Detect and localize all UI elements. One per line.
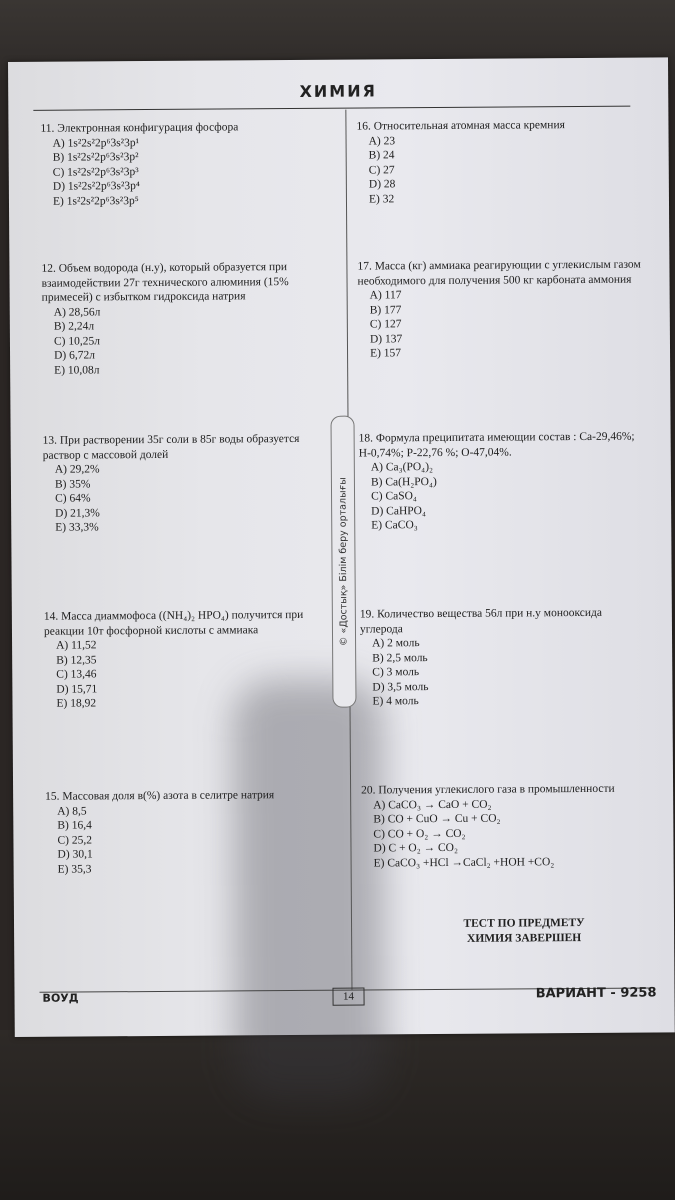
page-title: ХИМИЯ	[299, 81, 377, 101]
variant-number: ВАРИАНТ - 9258	[535, 985, 657, 1002]
option-b: B) 35%	[54, 477, 91, 491]
option-c: C) CO + O₂ → CO₂	[373, 827, 466, 840]
option-a: A) 2 моль	[372, 637, 420, 650]
question-text: 20. Получения углекислого газа в промышленности	[361, 782, 615, 797]
question-12	[41, 260, 332, 378]
question-text: 17. Масса (кг) аммиака реагирующии с углекислым газом необходимого для получения 500 кг карбоната аммония	[357, 258, 641, 288]
option-a: A) 11,52	[56, 639, 97, 652]
option-b: B) 12,35	[56, 653, 97, 667]
question-text: 13. При растворении 35г соли в 85г воды образуется раствор с массовой долей	[42, 432, 300, 462]
option-d: D) 3,5 моль	[372, 680, 429, 693]
question-15	[45, 788, 336, 877]
option-d: D) 28	[368, 178, 396, 191]
option-e: E) 4 моль	[372, 695, 419, 708]
option-a: A) 28,56л	[53, 305, 101, 319]
question-text: 12. Объем водорода (н.у), который образуется при взаимодействии 27г технического алюминия (15% примесей) с избытком гидроксида натрия	[41, 261, 289, 304]
end-line-2: ХИМИЯ ЗАВЕРШЕН	[466, 932, 582, 945]
option-a: A) 117	[369, 289, 402, 302]
option-e: E) 1s²2s²2p⁶3s²3p⁵	[52, 194, 139, 208]
option-b: B) 2,5 моль	[372, 651, 428, 664]
question-14	[44, 608, 335, 712]
option-c: C) 1s²2s²2p⁶3s²3p³	[52, 165, 139, 179]
option-a: A) 29,2%	[54, 463, 100, 476]
question-19	[360, 606, 646, 709]
option-e: E) CaCO₃	[371, 519, 418, 532]
option-b: B) 1s²2s²2p⁶3s²3p²	[52, 151, 139, 164]
question-text: 18. Формула преципитата имеющии состав : Са-29,46%; Н-0,74%; Р-22,76 %; О-47,04%.	[358, 430, 635, 460]
option-c: C) CaSO₄	[371, 490, 417, 503]
option-b: B) CO + CuO → Cu + CO₂	[373, 812, 501, 826]
option-e: E) 32	[368, 192, 395, 205]
question-text: 19. Количество вещества 56л при н.у моноoксида углерода	[359, 606, 603, 636]
exam-sheet	[8, 57, 675, 1037]
question-13	[43, 432, 334, 536]
option-d: D) 1s²2s²2p⁶3s²3p⁴	[52, 180, 140, 193]
option-d: D) 15,71	[56, 682, 98, 696]
hand-shadow	[232, 679, 385, 1100]
option-c: C) 127	[369, 318, 402, 331]
option-d: D) 137	[369, 332, 403, 345]
page-number: 14	[332, 988, 364, 1006]
option-c: C) 64%	[55, 492, 91, 505]
option-c: C) 27	[368, 163, 395, 176]
end-line-1: ТЕСТ ПО ПРЕДМЕТУ	[463, 916, 585, 930]
question-11	[40, 120, 331, 209]
option-c: C) 10,25л	[53, 334, 100, 348]
option-e: E) 18,92	[56, 697, 97, 710]
option-e: E) 157	[370, 347, 402, 360]
question-text: 15. Массовая доля в(%) азота в селитре натрия	[45, 789, 275, 803]
option-d: D) 30,1	[57, 848, 93, 861]
option-c: C) 25,2	[57, 833, 92, 847]
option-a: A) CaCO₃ → CaO + CO₂	[373, 798, 492, 811]
option-e: E) 10,08л	[54, 363, 100, 377]
option-b: B) 2,24л	[53, 320, 95, 333]
option-d: D) 6,72л	[54, 349, 95, 362]
question-17	[357, 258, 643, 361]
option-a: A) 23	[368, 134, 396, 147]
option-d: D) 21,3%	[55, 506, 100, 520]
question-text: 14. Масса диаммофоса ((NH₄)₂ HPO₄) получится при реакции 10т фосфорной кислоты с аммиака	[43, 608, 304, 638]
option-b: B) 16,4	[57, 819, 92, 832]
option-c: C) 13,46	[56, 668, 97, 681]
option-a: A) 8,5	[57, 804, 87, 818]
option-e: E) 33,3%	[55, 521, 99, 534]
option-a: A) 1s²2s²2p⁶3s²3p¹	[52, 136, 140, 150]
option-b: B) 177	[369, 303, 402, 316]
question-18	[359, 430, 645, 533]
question-text: 16. Относительная атомная масса кремния	[356, 119, 565, 133]
footer-exam-code: ВОУД	[42, 991, 79, 1005]
test-end-notice	[424, 916, 624, 947]
publisher-watermark	[330, 416, 356, 708]
header-rule	[33, 106, 630, 111]
question-text: 11. Электронная конфигурация фосфора	[40, 121, 239, 135]
option-b: B) Ca(H₂PO₄)	[370, 475, 437, 488]
option-c: C) 3 моль	[372, 666, 420, 679]
option-a: A) Ca₃(PO₄)₂	[370, 461, 434, 474]
question-16	[356, 118, 642, 207]
question-20	[361, 781, 662, 870]
option-e: E) 35,3	[57, 862, 92, 876]
option-b: B) 24	[368, 149, 395, 162]
option-e: E) CaCO₃ +HCl →CaCl₂ +HOH +CO₂	[373, 855, 555, 869]
publisher-text: © «Достық» Білім беру орталығы	[337, 477, 350, 647]
option-d: D) CaHPO₄	[371, 504, 426, 517]
option-d: D) C + O₂ → CO₂	[373, 841, 459, 855]
